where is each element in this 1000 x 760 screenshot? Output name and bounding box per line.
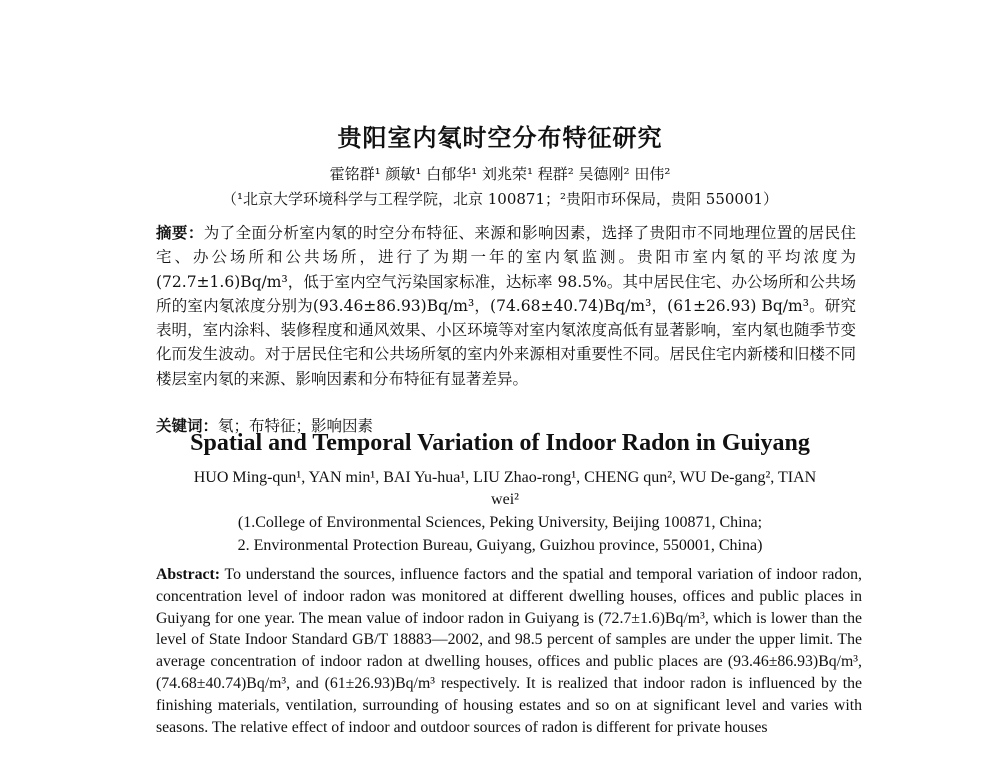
chinese-abstract xyxy=(156,221,856,391)
chinese-keywords-label: 关键词： xyxy=(156,416,219,435)
chinese-keywords-text: 氡；布特征；影响因素 xyxy=(218,417,374,435)
chinese-affiliation: （¹北京大学环境科学与工程学院，北京 100871；²贵阳市环保局，贵阳 550001） xyxy=(221,190,779,208)
english-abstract-label: Abstract: xyxy=(156,566,221,583)
chinese-abstract-text: 为了全面分析室内氡的时空分布特征、来源和影响因素，选择了贵阳市不同地理位置的居民住宅、办公场所和公共场所，进行了为期一年的室内氡监测。贵阳市室内氡的平均浓度为(72.7±1.6)Bq/m³，低于室内空气污染国家标准，达标率 98.5%。其中居民住宅、办公场所和公共场所的室内氡浓度分别为(93.46±86.93)Bq/m³，(74.68±40.74)Bq/m³，(61±26.93) Bq/m³。研究表明，室内涂料、装修程度和通风效果、小区环境等对室内氡浓度高低有显著影响，室内氡也随季节变化而发生波动。对于居民住宅和公共场所氡的室内外来源相对重要性不同。居民住宅内新楼和旧楼不同楼层室内氡的来源、影响因素和分布特征有显著差异。 xyxy=(156,224,856,388)
english-abstract xyxy=(156,564,862,738)
english-authors-line1: HUO Ming-qun¹, YAN min¹, BAI Yu-hua¹, LIU Zhao-rong¹, CHENG qun², WU De-gang², TIAN xyxy=(193,469,817,486)
english-authors xyxy=(150,467,860,511)
chinese-authors: 霍铭群¹ 颜敏¹ 白郁华¹ 刘兆荣¹ 程群² 吴德刚² 田伟² xyxy=(329,165,671,183)
english-authors-line2: wei² xyxy=(491,491,519,508)
english-affiliation-line1: (1.College of Environmental Sciences, Peking University, Beijing 100871, China; xyxy=(237,514,763,531)
chinese-abstract-label: 摘要： xyxy=(156,223,204,242)
english-title: Spatial and Temporal Variation of Indoor Radon in Guiyang xyxy=(190,430,810,456)
english-affiliation xyxy=(0,511,1000,557)
chinese-title: 贵阳室内氡时空分布特征研究 xyxy=(337,123,663,152)
english-abstract-text: To understand the sources, influence factors and the spatial and temporal variation of indoor radon, concentration level of indoor radon was monitored at different dwelling houses, offices and public places in Guiyang for one year. The mean value of indoor radon in Guiyang is (72.7±1.6)Bq/m³, which is lower than the level of State Indoor Standard GB/T 18883—2002, and 98.5 percent of samples are under the upper limit. The average concentration of indoor radon at dwelling houses, offices and public places are (93.46±86.93)Bq/m³, (74.68±40.74)Bq/m³, and (61±26.93)Bq/m³ respectively. It is realized that indoor radon is influenced by the finishing materials, ventilation, surrounding of housing estates and so on at significant level and varies with seasons. The relative effect of indoor and outdoor sources of radon is different for private houses xyxy=(156,566,862,736)
english-affiliation-line2: 2. Environmental Protection Bureau, Guiyang, Guizhou province, 550001, China) xyxy=(237,537,763,554)
